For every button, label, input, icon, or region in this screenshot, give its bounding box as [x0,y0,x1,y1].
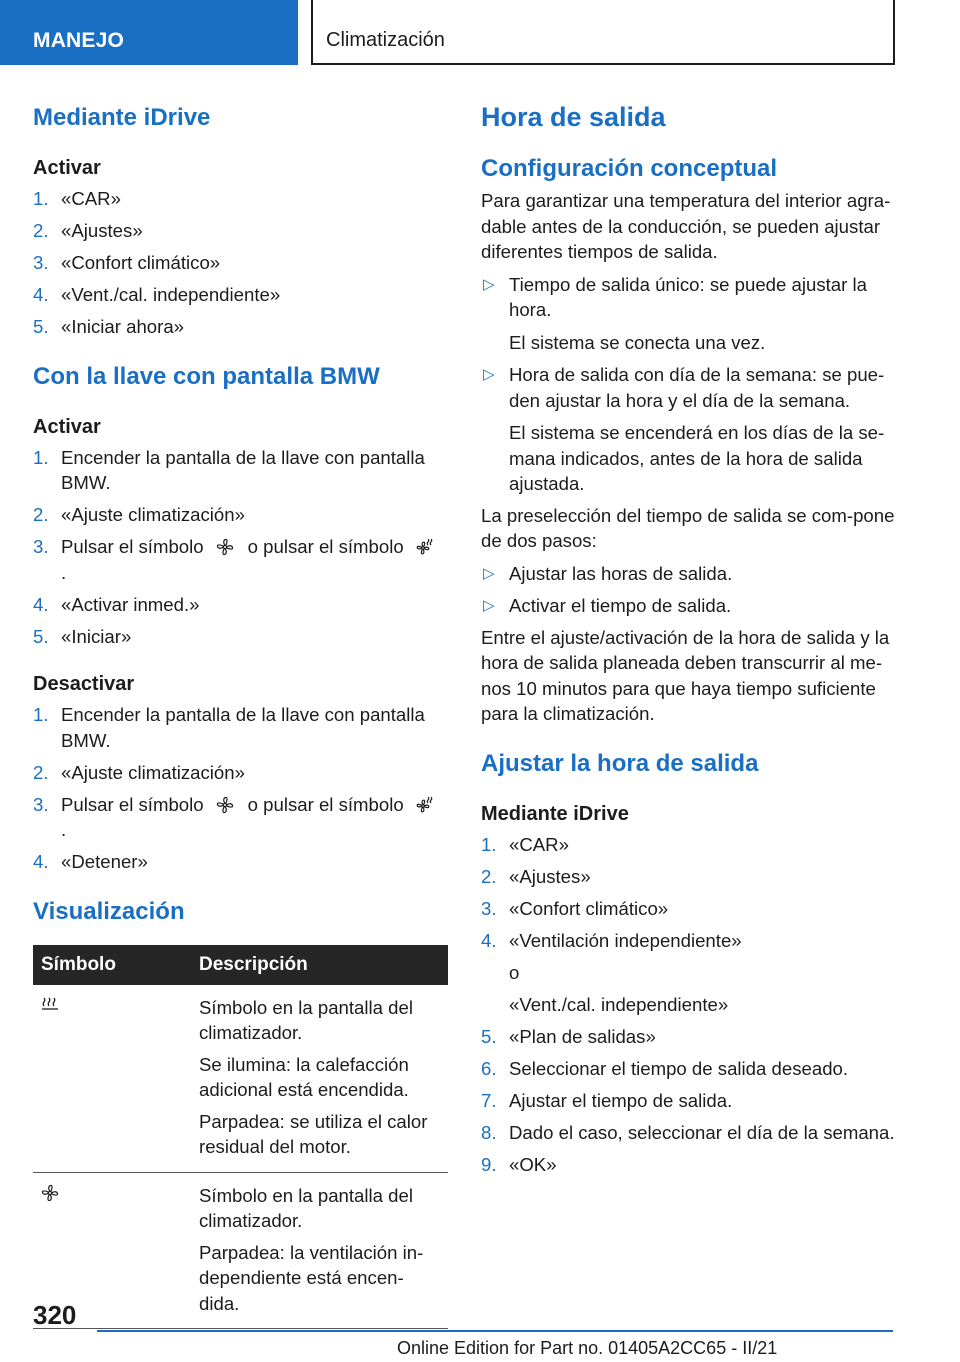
bullet-icon: ▷ [483,564,495,582]
footer-edition-text: Online Edition for Part no. 01405A2CC65 - II/21 [397,1338,778,1358]
list-item: 4. «Vent./cal. independiente» [33,284,281,305]
table-header-row [33,945,448,985]
bullet-item: ▷ Activar el tiempo de salida. [481,593,899,619]
list-item: 5. «Plan de salidas» [481,1025,656,1047]
list-item: 4. «Ventilación independiente» [481,929,742,951]
preselection-paragraph: La preselección del tiempo de salida se com-pone de dos pasos: [481,504,895,551]
list-item: 3. «Confort climático» [481,897,669,919]
list-item: 1. «CAR» [481,833,569,855]
bullet-item: ▷ Ajustar las horas de salida. [481,561,899,587]
description-text: Parpadea: se utiliza el calor residual del motor. [199,1110,428,1157]
list-item-alt: o [509,961,520,983]
list-item: 3. Pulsar el símbolo o pulsar el símbolo . [33,534,448,585]
list-item: 9. «OK» [481,1153,557,1175]
heading-configuracion: Configuración conceptual [481,155,778,182]
description-text: Símbolo en la pantalla del climatizador. [199,1184,413,1231]
description-text: Parpadea: la ventilación in-dependiente está encen-dida. [199,1241,424,1314]
section-label: MANEJO [33,29,125,52]
section-tab [0,0,298,65]
bullet-item: ▷ Hora de salida con día de la semana: se pue-den ajustar la hora y el día de la semana. [483,364,885,411]
list-item: 5. «Iniciar ahora» [33,316,185,337]
table-row [33,985,448,1173]
footer-rule [97,1330,893,1332]
bullet-note: El sistema se conecta una vez. [509,331,766,353]
intro-paragraph: Para garantizar una temperatura del interior agra-dable antes de la conducción, se pueden ajustar diferentes tiempos de salida. [481,190,891,262]
chapter-header [311,0,895,65]
list-item: 2. «Ajuste climatización» [33,761,245,783]
page-number: 320 [33,1300,77,1330]
heading-mediante-idrive: Mediante iDrive [33,104,211,131]
column-header-symbol: Símbolo [33,945,189,985]
bullet-icon: ▷ [483,366,495,383]
list-item: 6. Seleccionar el tiempo de salida deseado. [481,1057,849,1079]
bullet-icon: ▷ [483,275,495,293]
list-item: 3. Pulsar el símbolo o pulsar el símbolo . [33,792,448,843]
key-on-steps-list [33,445,448,650]
left-column [33,100,448,1329]
list-item: 3. «Confort climático» [33,252,221,273]
list-item: 8. Dado el caso, seleccionar el día de la semana. [481,1121,895,1143]
bullet-icon: ▷ [483,597,495,614]
description-cell [189,985,448,1173]
heading-key-display: Con la llave con pantalla BMW [33,362,380,390]
subheading-mediante-idrive: Mediante iDrive [481,802,629,825]
table-row [33,1172,448,1329]
chapter-title: Climatización [326,29,445,51]
fan-icon [41,1183,59,1201]
description-text: Símbolo en la pantalla del climatizador. [199,996,413,1043]
key-off-steps-list [33,702,448,875]
list-item: 1. Encender la pantalla de la llave con pantalla BMW. [33,704,425,751]
heading-ajustar-hora: Ajustar la hora de salida [481,749,759,777]
list-item: 2. «Ajuste climatización» [33,504,245,525]
symbol-table [33,945,448,1330]
list-item: 1. Encender la pantalla de la llave con pantalla BMW. [33,446,425,493]
symbol-cell [33,985,189,1173]
subheading-desactivar: Desactivar [33,673,135,695]
list-item: 2. «Ajustes» [481,865,591,887]
list-item: 4. «Detener» [33,851,148,872]
description-text: Se ilumina: la calefacción adicional está encendida. [199,1053,409,1100]
list-item: 7. Ajustar el tiempo de salida. [481,1089,733,1111]
description-cell [189,1172,448,1329]
departure-steps-list [481,832,899,1178]
heading-visualizacion: Visualización [33,897,185,925]
column-header-description: Descripción [189,945,448,985]
list-item: 1. «CAR» [33,188,121,209]
heat-waves-icon [41,995,59,1013]
right-column [481,100,899,1177]
idrive-steps-list [33,186,448,340]
timing-paragraph: Entre el ajuste/activación de la hora de salida y la hora de salida planeada deben transcurrir al me-nos 10 minutos para que haya tiempo suficiente para la climatización. [481,626,890,724]
fan-heat-icon [416,538,434,556]
bullet-note: El sistema se encenderá en los días de la se-mana indicados, antes de la hora de salida ajustada. [509,422,885,494]
fan-icon [216,796,234,814]
subheading-activar: Activar [33,157,101,179]
list-item: 2. «Ajustes» [33,220,143,241]
list-item: 4. «Activar inmed.» [33,593,200,615]
bullet-item: ▷ Tiempo de salida único: se puede ajustar la hora. [483,273,867,320]
list-item-alt: «Vent./cal. independiente» [509,993,729,1015]
fan-icon [216,538,234,556]
fan-heat-icon [416,796,434,814]
subheading-activar-key: Activar [33,415,101,438]
heading-hora-salida: Hora de salida [481,102,666,132]
list-item: 5. «Iniciar» [33,625,132,647]
